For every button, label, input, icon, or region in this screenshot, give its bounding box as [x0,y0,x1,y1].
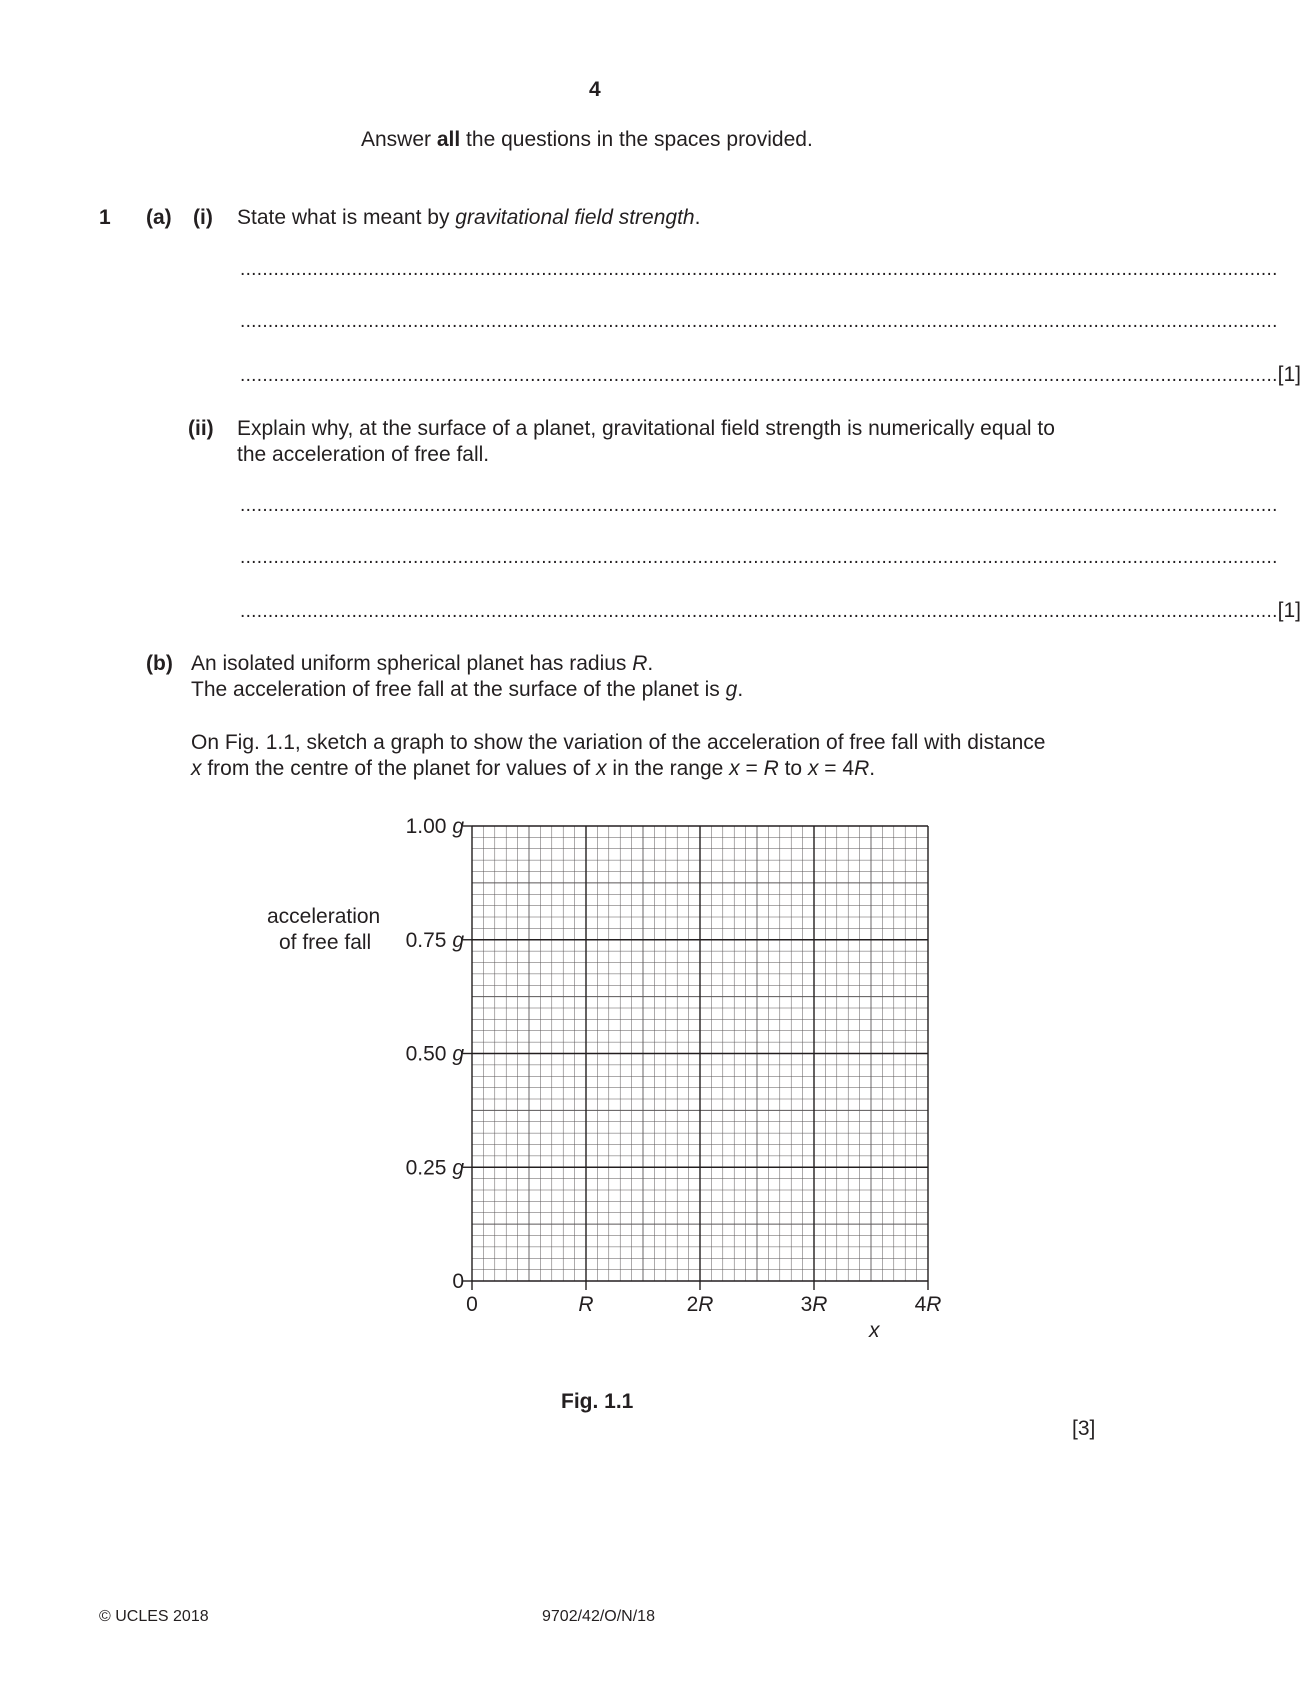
variable: g [725,678,738,701]
part-b-label: (b) [146,652,173,675]
part-b-marks: [3] [1072,1417,1096,1440]
instruction-bold: all [436,128,461,151]
part-a-i-label: (i) [193,206,213,229]
answer-dots: .......................................................................................................................................................................................... [240,601,1278,622]
figure-caption: Fig. 1.1 [561,1390,634,1413]
x-tick-coefficient: 2 [686,1293,699,1316]
variable: x [807,757,819,780]
emphasis: gravitational field strength [455,206,695,229]
x-tick-unit: R [926,1293,942,1316]
x-tick-coefficient: 4 [914,1293,927,1316]
x-tick-unit: R [812,1293,828,1316]
answer-line[interactable]: .......................................................................................................................................................................................... [240,259,1278,280]
x-tick-label [801,1293,828,1316]
x-axis-label: x [869,1319,880,1342]
paper-code: 9702/42/O/N/18 [542,1608,655,1625]
part-a-label: (a) [146,206,172,229]
text: . [647,652,654,675]
y-tick-unit: g [452,928,464,952]
y-tick-unit: g [452,815,464,838]
text: . [869,757,876,780]
x-tick-label [578,1293,593,1316]
instruction-post: the questions in the spaces provided. [460,128,813,151]
question-number: 1 [99,206,111,229]
y-axis-label-line1: acceleration [267,905,381,928]
text: in the range [606,757,730,780]
axis-ticks [463,826,928,1290]
x-tick-unit: R [578,1293,594,1316]
tick-labels [406,815,942,1316]
y-tick-label [406,1156,465,1179]
answer-dots: .......................................................................................................................................................................................... [240,365,1278,386]
instruction-pre: Answer [361,128,437,151]
answer-line[interactable]: .......................................................................................................................................................................................... [240,311,1278,332]
y-tick-value: 0.75 [405,928,453,952]
variable: R [632,652,648,675]
y-tick-label [406,929,465,952]
x-tick-coefficient: 3 [800,1293,813,1316]
copyright: © UCLES 2018 [99,1608,209,1625]
text: from the centre of the planet for values of [201,757,597,780]
y-axis-label-line2: of free fall [279,931,372,954]
text: = [739,757,764,780]
variable: x [729,757,740,780]
y-tick-label [452,1270,464,1293]
part-a-ii-label: (ii) [188,417,214,440]
part-a-ii-question-line1: Explain why, at the surface of a planet, gravitational field strength is numerically equal to [237,417,1055,440]
variable: R [763,757,779,780]
variable: R [854,757,870,780]
text: An isolated uniform spherical planet has radius [191,652,633,675]
text: The acceleration of free fall at the surface of the planet is [191,678,726,701]
marks: [1] [1277,599,1301,622]
variable: x [596,757,607,780]
y-tick-value: 0.25 [405,1156,453,1180]
y-tick-unit: g [452,1156,464,1180]
answer-line[interactable]: .......................................................................................................................................................................................... [240,547,1278,568]
y-tick-value: 1.00 [405,815,453,838]
x-tick-unit: R [698,1293,714,1316]
y-tick-label [406,815,465,838]
variable: x [191,757,202,780]
marks: [1] [1277,363,1301,386]
x-tick-label [915,1293,942,1316]
y-tick-unit: g [452,1042,464,1066]
y-tick-value: 0.50 [405,1042,453,1066]
y-tick-label [406,1043,465,1066]
x-tick-coefficient: 0 [466,1293,478,1316]
part-a-ii-question-line2: the acceleration of free fall. [237,443,490,466]
text: . [737,678,744,701]
text: . [694,206,701,229]
y-tick-value: 0 [452,1270,464,1293]
text: = 4 [818,757,855,780]
x-tick-label [687,1293,714,1316]
text: State what is meant by [237,206,456,229]
part-b-line3: On Fig. 1.1, sketch a graph to show the variation of the acceleration of free fall with distance [191,731,1046,754]
x-tick-label [466,1293,478,1316]
answer-line[interactable]: .......................................................................................................................................................................................... [240,495,1278,516]
page-number: 4 [589,78,601,101]
text: to [778,757,808,780]
